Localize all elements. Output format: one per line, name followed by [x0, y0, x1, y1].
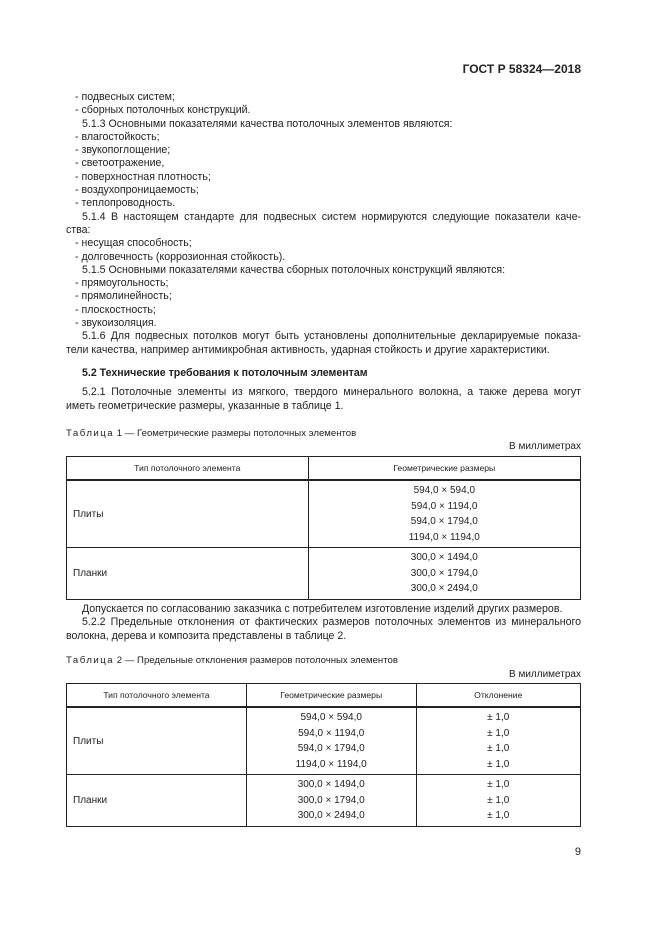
- deviation-value: ± 1,0: [487, 727, 510, 739]
- text-line: - подвесных систем;: [75, 91, 175, 103]
- size-value: 594,0 × 1194,0: [298, 727, 365, 739]
- page-number: 9: [574, 846, 581, 858]
- table-header-row: [67, 457, 581, 481]
- size-value: 1194,0 × 1194,0: [295, 758, 367, 770]
- table2-caption: Таблица 2 — Предельные отклонения размеров потолочных элементов: [66, 655, 398, 666]
- text-line: - воздухопроницаемость;: [75, 184, 199, 197]
- text-line: - светоотражение,: [75, 157, 165, 170]
- column-header: Тип потолочного элемента: [67, 457, 309, 481]
- deviation-value: ± 1,0: [487, 810, 510, 821]
- table-header-row: [67, 684, 581, 708]
- text-line: - звукопоглощение;: [75, 144, 171, 157]
- table-row: [67, 707, 581, 775]
- sizes-cell: [246, 707, 416, 775]
- table-row: [67, 548, 581, 600]
- size-value: 594,0 × 594,0: [300, 712, 362, 723]
- table1: [66, 456, 581, 600]
- column-header: Геометрические размеры: [308, 457, 580, 481]
- deviation-value: ± 1,0: [487, 743, 510, 754]
- deviation-cell: [416, 707, 581, 775]
- text-line: тели качества, например антимикробная активность, ударная стойкость и другие характеристики.: [66, 343, 550, 356]
- sizes-cell: [308, 548, 580, 600]
- text-line: - плоскостность;: [75, 303, 156, 316]
- paragraph-5-2-2: 5.2.2 Предельные отклонения от фактических размеров потолочных элементов из минерального: [82, 616, 581, 629]
- text-line: - теплопроводность.: [75, 197, 176, 210]
- column-header: Геометрические размеры: [246, 684, 416, 708]
- deviation-value: ± 1,0: [487, 712, 510, 723]
- size-value: 300,0 × 1794,0: [410, 567, 478, 579]
- size-value: 300,0 × 1494,0: [410, 552, 478, 563]
- table-row: [67, 480, 581, 548]
- section-title: 5.2 Технические требования к потолочным элементам: [82, 367, 368, 379]
- text-line: - поверхностная плотность;: [75, 170, 211, 183]
- element-type-cell: Плиты: [67, 480, 309, 548]
- size-value: 1194,0 × 1194,0: [408, 531, 480, 543]
- text-line: - сборных потолочных конструкций.: [75, 104, 251, 117]
- size-value: 300,0 × 1794,0: [297, 794, 365, 806]
- section-5-1-text: [66, 91, 581, 357]
- section-5-2-2: [66, 603, 581, 643]
- element-type-cell: Планки: [67, 775, 247, 827]
- table1-caption: Таблица 1 — Геометрические размеры потолочных элементов: [66, 428, 357, 439]
- table2-unit: В миллиметрах: [509, 669, 581, 680]
- size-value: 594,0 × 1194,0: [411, 500, 478, 512]
- table-row: [67, 775, 581, 827]
- element-type-cell: Планки: [67, 548, 309, 600]
- size-value: 594,0 × 594,0: [413, 485, 476, 496]
- text-line: - звукоизоляция.: [75, 317, 157, 330]
- size-value: 594,0 × 1794,0: [410, 516, 478, 527]
- paragraph-5-2-2-cont: волокна, дерева и композита представлены в таблице 2.: [66, 629, 347, 642]
- element-type-cell: Плиты: [67, 707, 247, 775]
- size-value: 300,0 × 1494,0: [297, 779, 365, 790]
- text-line: - прямолинейность;: [75, 290, 172, 303]
- paragraph-5-2-1-cont: иметь геометрические размеры, указанные в таблице 1.: [66, 399, 344, 412]
- deviation-value: ± 1,0: [487, 779, 510, 790]
- paragraph-5-2-1: 5.2.1 Потолочные элементы из мягкого, твердого минерального волокна, а также дерева могут: [82, 386, 581, 399]
- text-line: 5.1.4 В настоящем стандарте для подвесных систем нормируются следующие показатели каче-: [82, 210, 581, 223]
- table1-unit: В миллиметрах: [509, 441, 581, 452]
- text-line: 5.1.5 Основными показателями качества сборных потолочных конструкций являются:: [82, 263, 506, 276]
- text-line: - долговечность (коррозионная стойкость).: [75, 250, 286, 263]
- size-value: 300,0 × 2494,0: [410, 583, 478, 594]
- text-line: 5.1.6 Для подвесных потолков могут быть установлены дополнительные декларируемые показа-: [82, 330, 581, 343]
- text-line: - влагостойкость;: [75, 130, 160, 143]
- column-header: Тип потолочного элемента: [67, 684, 247, 708]
- size-value: 594,0 × 1794,0: [297, 743, 365, 754]
- text-line: ства:: [66, 223, 91, 236]
- table2: [66, 683, 581, 827]
- deviation-value: ± 1,0: [487, 794, 510, 806]
- column-header: Отклонение: [416, 684, 581, 708]
- sizes-cell: [308, 480, 580, 548]
- deviation-value: ± 1,0: [487, 758, 510, 770]
- text-line: 5.1.3 Основными показателями качества потолочных элементов являются:: [82, 117, 453, 130]
- text-line: - прямоугольность;: [75, 277, 169, 290]
- paragraph-allow: Допускается по согласованию заказчика с потребителем изготовление изделий других размеров.: [82, 603, 563, 615]
- deviation-cell: [416, 775, 581, 827]
- section-5-2: [66, 367, 581, 413]
- sizes-cell: [246, 775, 416, 827]
- document-header: ГОСТ Р 58324—2018: [462, 62, 581, 76]
- text-line: - несущая способность;: [75, 237, 192, 250]
- size-value: 300,0 × 2494,0: [297, 810, 365, 821]
